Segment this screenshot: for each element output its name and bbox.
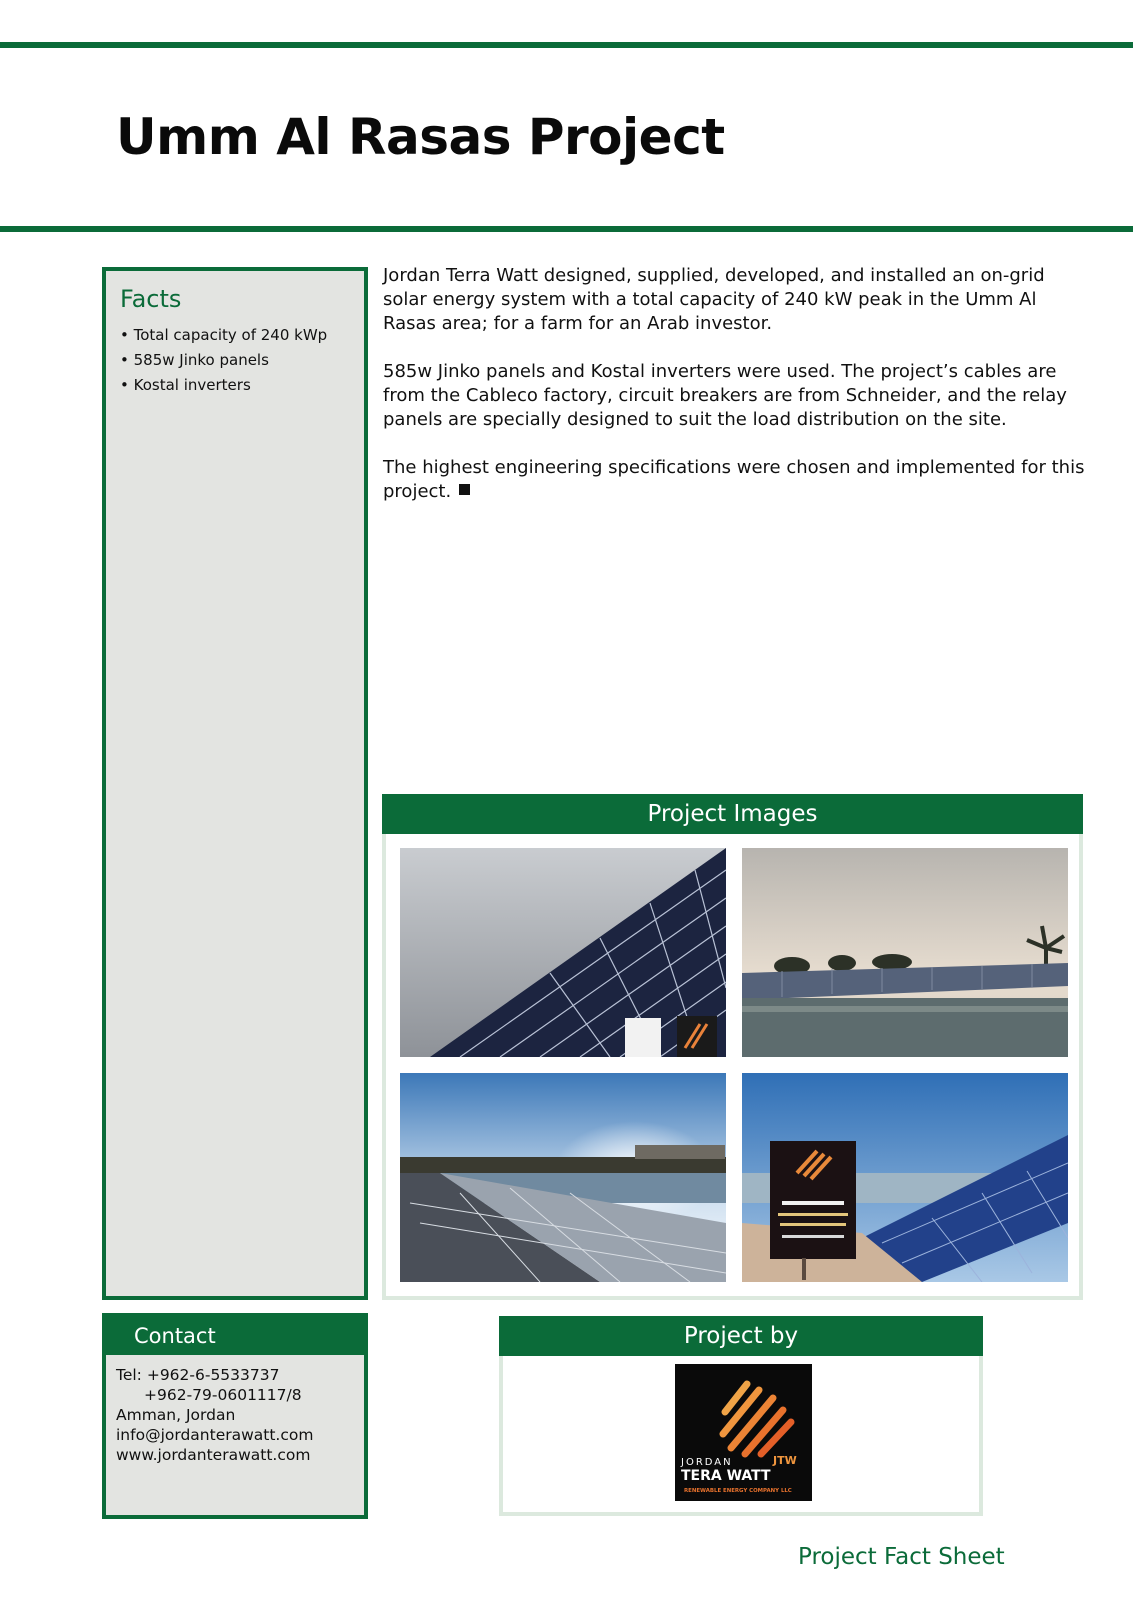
- jordan-tera-watt-logo: [675, 1364, 812, 1501]
- solar-panels-photo-sunset: [400, 1073, 726, 1282]
- contact-address: Amman, Jordan: [116, 1406, 236, 1424]
- project-images-panel: [382, 794, 1083, 1300]
- description-paragraph: [383, 456, 1088, 504]
- facts-heading: Facts: [120, 285, 182, 313]
- contact-phone: Tel: +962-6-5533737: [116, 1366, 280, 1384]
- project-images-heading: Project Images: [382, 794, 1083, 834]
- contact-panel: [102, 1313, 368, 1519]
- facts-panel: [102, 267, 368, 1300]
- project-by-panel: [499, 1316, 983, 1516]
- contact-website[interactable]: www.jordanterawatt.com: [116, 1446, 311, 1464]
- project-by-heading: Project by: [499, 1316, 983, 1356]
- fact-item: • Kostal inverters: [120, 373, 350, 398]
- solar-panels-photo-closeup: [400, 848, 726, 1057]
- description-paragraph-text: The highest engineering specifications were chosen and implemented for this project.: [383, 457, 1085, 502]
- solar-panels-photo-pond: [742, 848, 1068, 1057]
- contact-mobile: +962-79-0601117/8: [144, 1386, 302, 1404]
- end-mark-icon: [459, 484, 470, 495]
- page-title: Umm Al Rasas Project: [116, 108, 725, 166]
- logo-line-2: TERA WATT: [681, 1468, 771, 1484]
- project-description: [383, 264, 1088, 528]
- logo-mark-text: JTW: [773, 1454, 797, 1467]
- description-paragraph: Jordan Terra Watt designed, supplied, developed, and installed an on-grid solar energy system with a total capacity of 240 kW peak in the Umm Al Rasas area; for a farm for an Arab investor.: [383, 265, 1045, 334]
- description-paragraph: 585w Jinko panels and Kostal inverters were used. The project’s cables are from the Cableco factory, circuit breakers are from Schneider, and the relay panels are specially designed to suit the load distribution on the site.: [383, 361, 1067, 430]
- logo-line-1: JORDAN: [681, 1457, 733, 1468]
- logo-tagline: RENEWABLE ENERGY COMPANY LLC: [684, 1488, 792, 1494]
- top-divider: [0, 42, 1133, 48]
- contact-details: [106, 1355, 364, 1475]
- solar-panels-photo-signboard: [742, 1073, 1068, 1282]
- fact-item: • Total capacity of 240 kWp: [120, 323, 350, 348]
- facts-list: [120, 323, 350, 398]
- contact-heading: Contact: [106, 1317, 364, 1355]
- fact-item: • 585w Jinko panels: [120, 348, 350, 373]
- header-divider: [0, 226, 1133, 232]
- contact-email[interactable]: info@jordanterawatt.com: [116, 1426, 314, 1444]
- document-footer: Project Fact Sheet: [798, 1544, 1005, 1570]
